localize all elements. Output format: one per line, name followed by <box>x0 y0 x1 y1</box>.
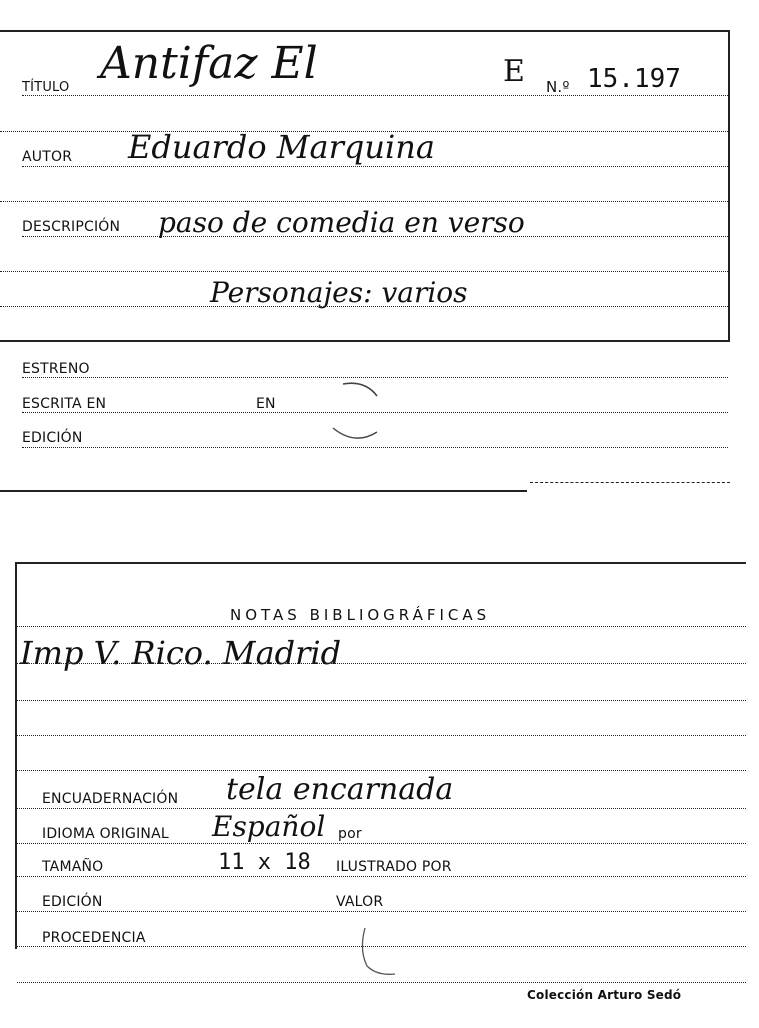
rule-4 <box>0 306 728 307</box>
autor-label: AUTOR <box>22 149 73 165</box>
tamano-value: 11 x 18 <box>218 850 311 875</box>
edicion-line <box>22 447 728 448</box>
encuadernacion-line <box>17 808 746 809</box>
tamano-line <box>17 876 746 877</box>
descripcion-line <box>22 236 728 237</box>
idioma-value: Español <box>212 810 326 843</box>
en-label: EN <box>256 396 276 412</box>
encuadernacion-label: ENCUADERNACIÓN <box>42 791 179 807</box>
idioma-line <box>17 843 746 844</box>
card1-right-border <box>728 30 730 342</box>
card1-top-border <box>0 30 730 32</box>
stamp-mark-2 <box>355 920 405 980</box>
notes-line-2 <box>17 663 746 664</box>
tamano-label: TAMAÑO <box>42 859 104 875</box>
edicion-label: EDICIÓN <box>22 430 83 446</box>
card2-top-border <box>15 562 746 564</box>
notes-line-5 <box>17 770 746 771</box>
edicion2-line <box>17 911 746 912</box>
card1-divider <box>0 340 730 342</box>
autor-value: Eduardo Marquina <box>128 128 435 166</box>
rule-3 <box>0 271 728 272</box>
notes-line-3 <box>17 700 746 701</box>
card1-bottom-dots <box>530 482 730 483</box>
encuadernacion-value: tela encarnada <box>226 772 454 807</box>
card2-bottom-line <box>17 982 746 983</box>
numero-value: 15.197 <box>587 64 681 94</box>
letter-mark: E <box>503 54 525 89</box>
escrita-en-label: ESCRITA EN <box>22 396 107 412</box>
card1-bottom-edge <box>0 490 527 492</box>
edicion2-label: EDICIÓN <box>42 894 103 910</box>
card2-left-border <box>15 562 17 949</box>
estreno-label: ESTRENO <box>22 361 90 377</box>
descripcion-value-2: Personajes: varios <box>210 276 468 309</box>
rule-2 <box>0 201 728 202</box>
por-label: por <box>338 826 362 842</box>
ilustrado-label: ILUSTRADO POR <box>336 859 452 875</box>
autor-line <box>22 166 728 167</box>
titulo-value: Antifaz El <box>100 38 318 89</box>
procedencia-label: PROCEDENCIA <box>42 930 146 946</box>
numero-label: N.º <box>546 78 570 96</box>
collection-footer: Colección Arturo Sedó <box>527 988 682 1002</box>
notes-line-1 <box>17 626 746 627</box>
stamp-mark <box>325 378 385 448</box>
valor-label: VALOR <box>336 894 384 910</box>
notes-value: Imp V. Rico. Madrid <box>20 634 342 672</box>
descripcion-label: DESCRIPCIÓN <box>22 219 121 235</box>
idioma-label: IDIOMA ORIGINAL <box>42 826 169 842</box>
descripcion-value-1: paso de comedia en verso <box>158 206 525 239</box>
titulo-line <box>22 95 728 96</box>
notes-line-4 <box>17 735 746 736</box>
notas-header: NOTAS BIBLIOGRÁFICAS <box>230 606 491 624</box>
titulo-label: TÍTULO <box>22 80 70 95</box>
